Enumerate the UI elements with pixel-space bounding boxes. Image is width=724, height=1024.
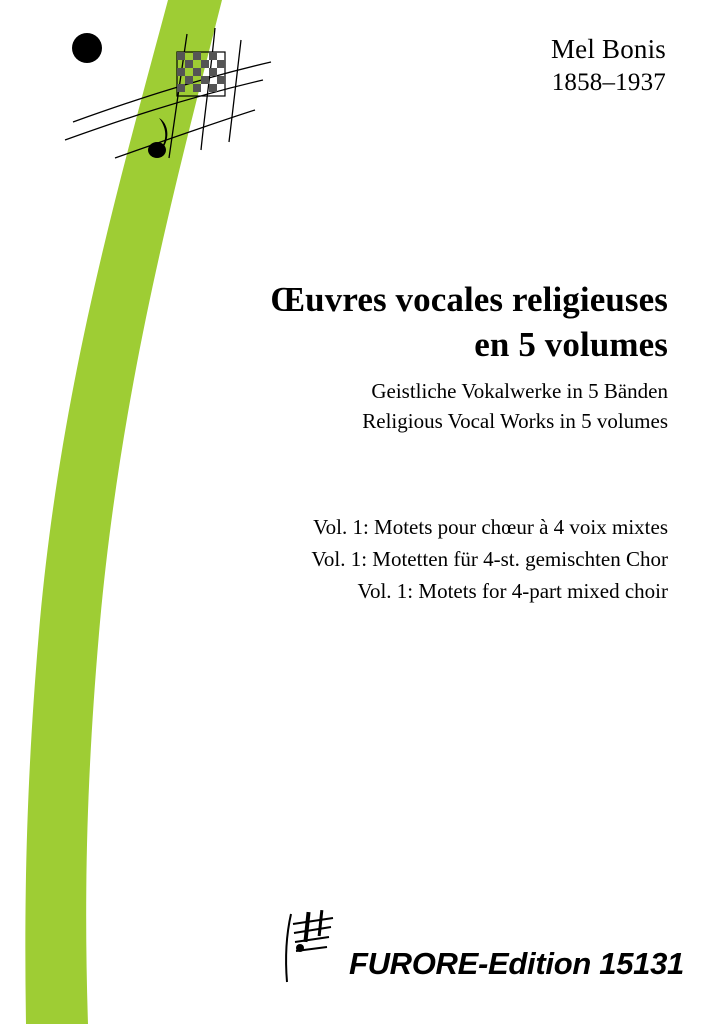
composer-name: Mel Bonis [550, 34, 666, 64]
title-line-1: Œuvres vocales religieuses [270, 280, 668, 319]
subtitle-german: Geistliche Vokalwerke in 5 Bänden [371, 378, 668, 403]
volume-german: Vol. 1: Motetten für 4-st. gemischten Chor [311, 546, 668, 571]
composer-dates: 1858–1937 [551, 68, 666, 96]
volume-english: Vol. 1: Motets for 4-part mixed choir [357, 578, 668, 603]
music-staff-mark-icon [275, 908, 341, 984]
publisher-block [0, 908, 684, 984]
music-notation-doodle-icon [55, 18, 285, 178]
title-line-2: en 5 volumes [474, 324, 668, 364]
volume-block [200, 512, 668, 608]
title-block [230, 278, 668, 435]
composer-block [551, 32, 666, 99]
publisher-logo-text: FURORE-Edition 15131 [348, 946, 684, 981]
subtitle-english: Religious Vocal Works in 5 volumes [362, 408, 668, 433]
volume-french: Vol. 1: Motets pour chœur à 4 voix mixtes [313, 515, 668, 539]
